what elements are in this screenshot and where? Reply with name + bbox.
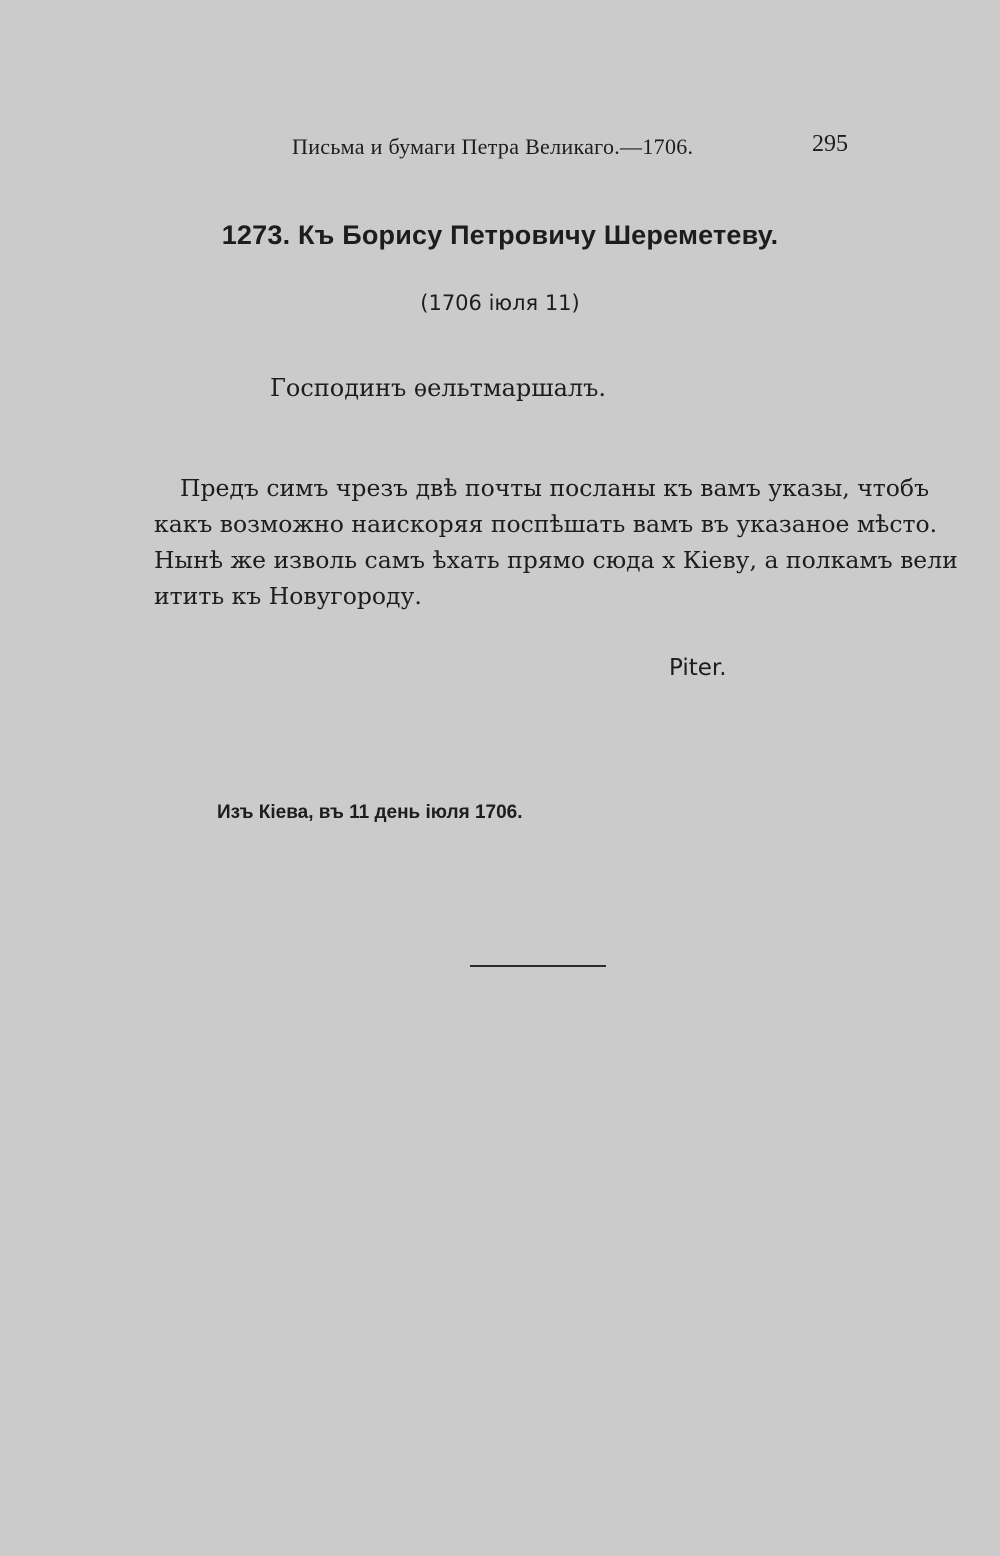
signature: Piter.	[669, 655, 727, 681]
body-line: итить къ Новугороду.	[154, 582, 422, 610]
salutation: Господинъ ѳельтмаршалъ.	[270, 374, 607, 402]
letter-body	[154, 470, 958, 614]
letter-title: 1273. Къ Борису Петровичу Шереметеву.	[221, 220, 779, 250]
section-divider	[470, 965, 606, 967]
letter-date: (1706 іюля 11)	[420, 291, 580, 315]
body-line: какъ возможно наискоряя поспѣшать вамъ въ указаное мѣсто.	[154, 510, 938, 538]
running-title: Письма и бумаги Петра Великаго.—1706.	[292, 134, 694, 159]
place-and-date: Изъ Кіева, въ 11 день іюля 1706.	[217, 802, 523, 823]
body-line: Нынѣ же изволь самъ ѣхать прямо сюда х Кіеву, а полкамъ вели	[154, 546, 958, 574]
page-number: 295	[812, 131, 848, 157]
body-line: Предъ симъ чрезъ двѣ почты посланы къ вамъ указы, чтобъ	[180, 474, 930, 502]
